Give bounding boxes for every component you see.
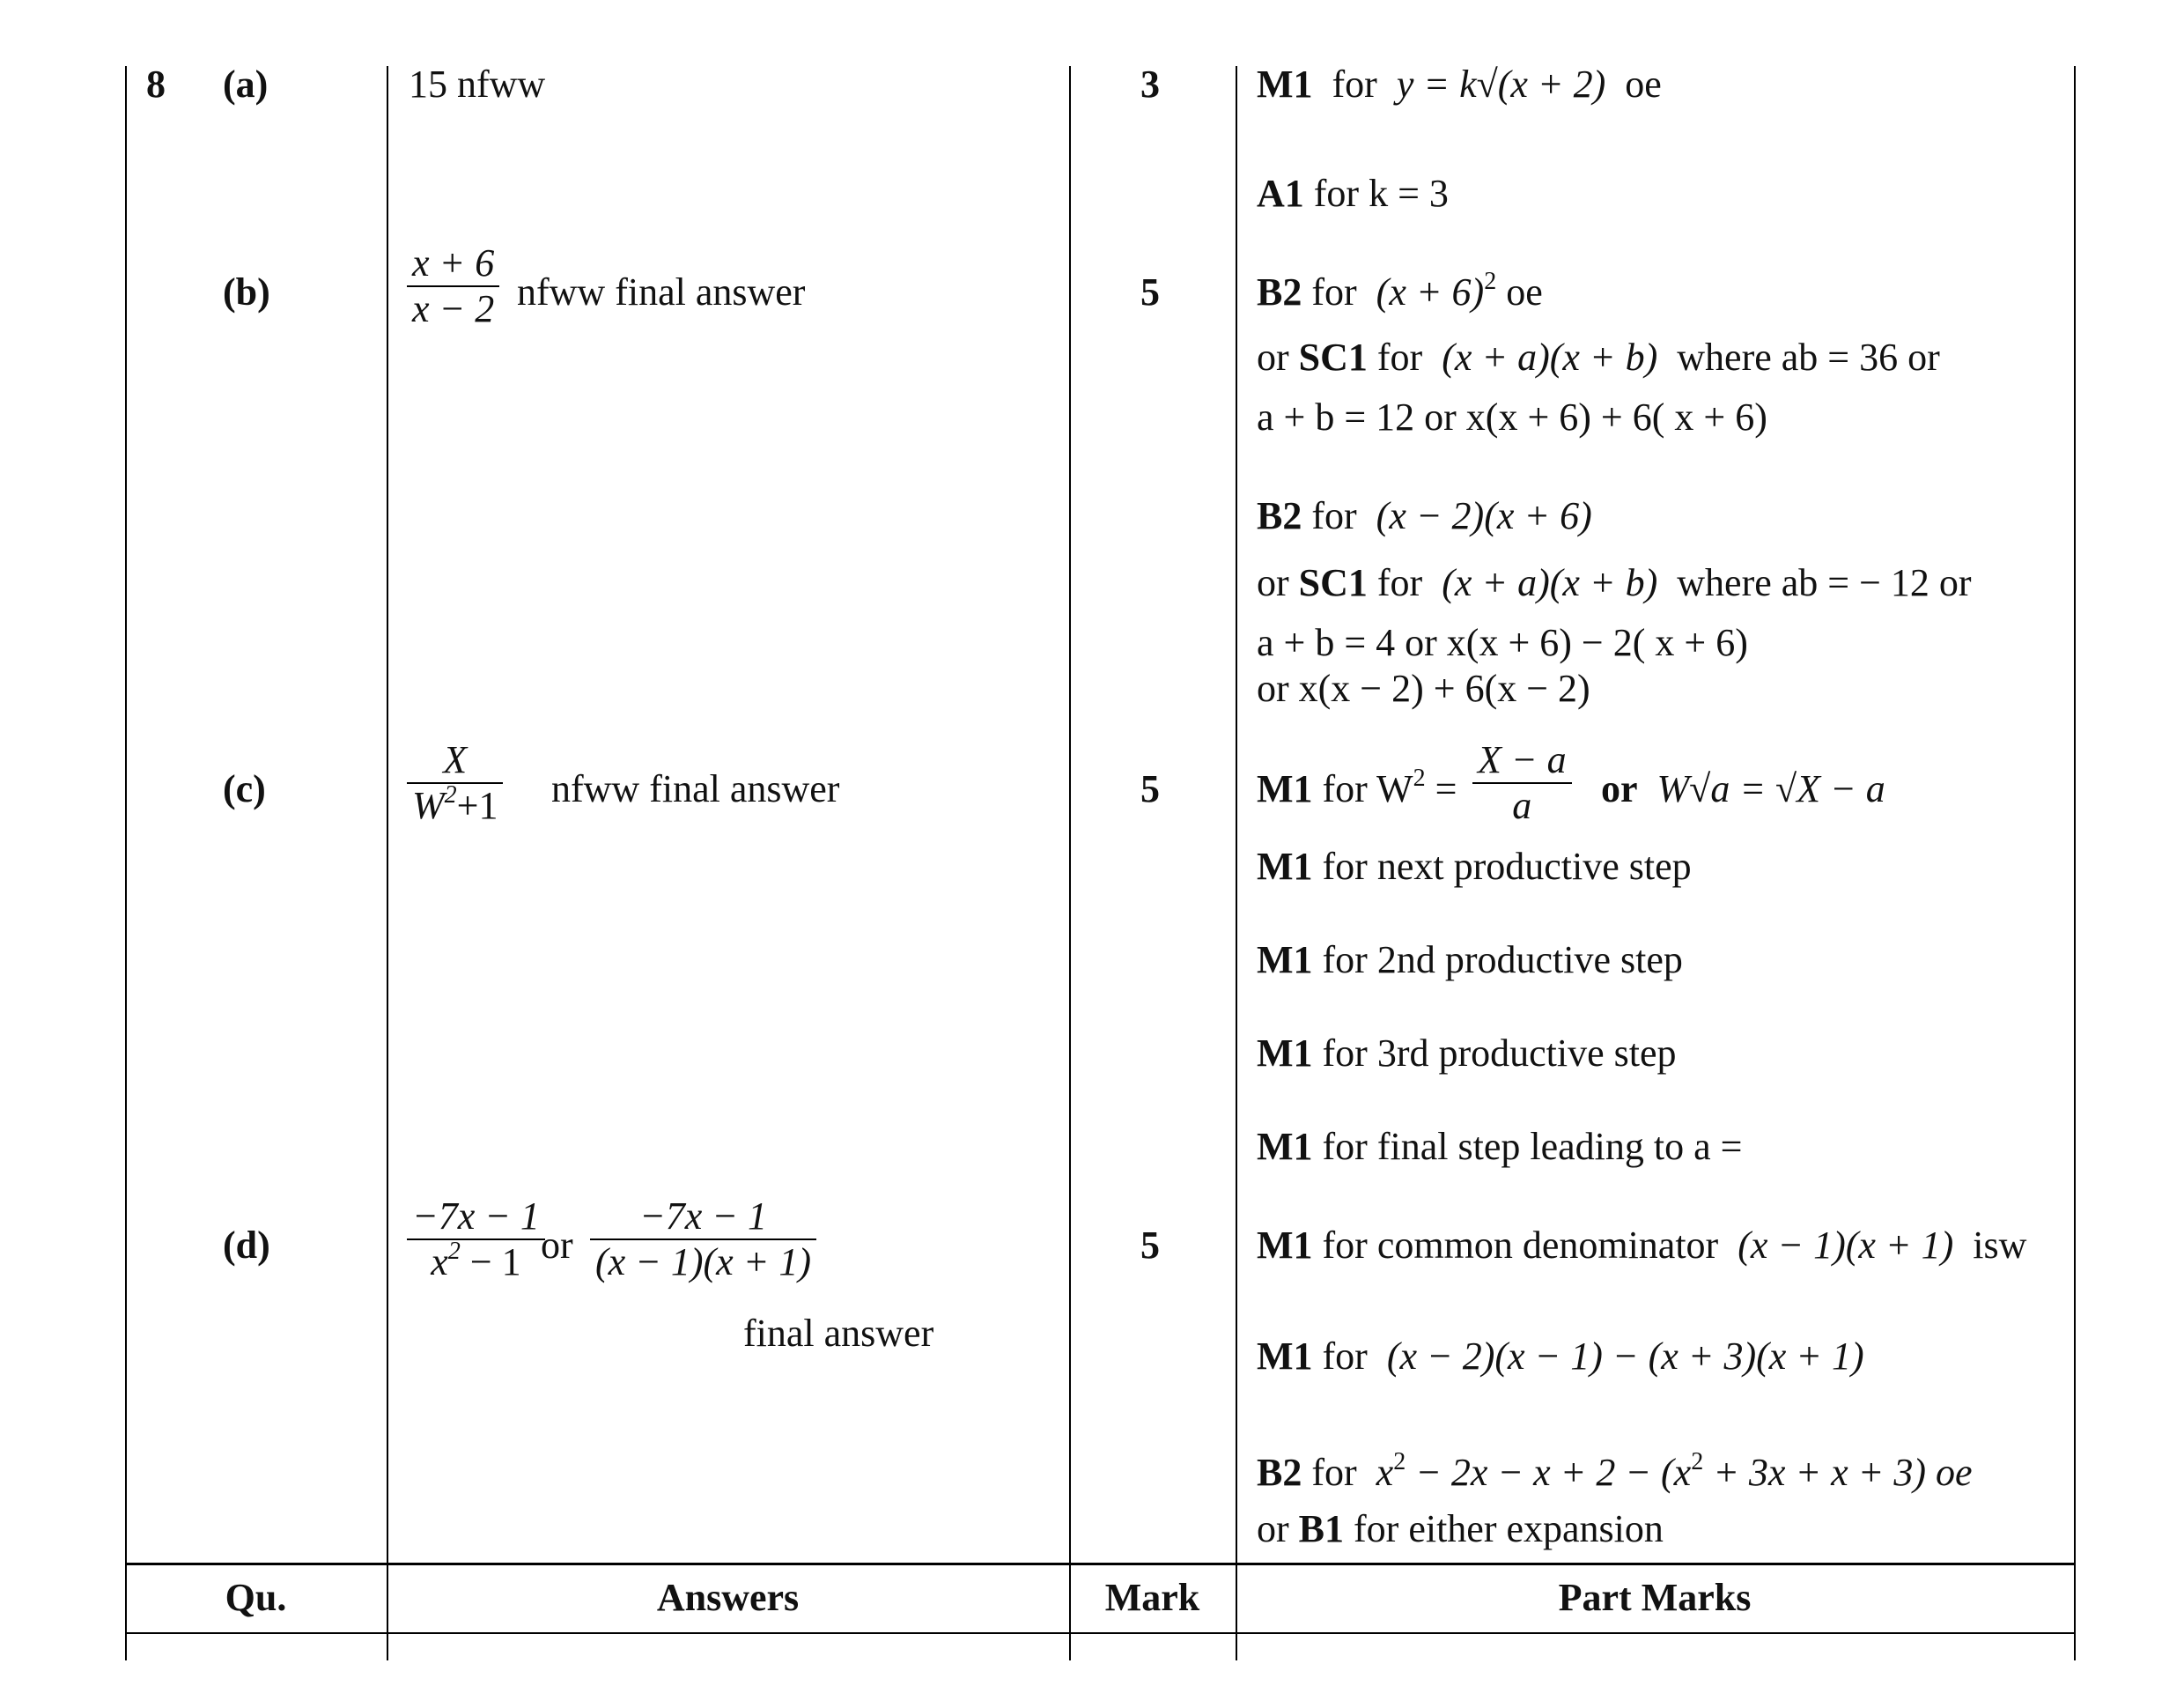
answer-d-note: final answer	[743, 1312, 934, 1355]
answer-b-fraction	[407, 241, 499, 331]
answer-d-or: or	[541, 1224, 573, 1267]
answer-c-fraction	[407, 738, 503, 828]
answer-c-denominator-tail: +1	[456, 784, 498, 827]
partmark-c-2: M1 for next productive step	[1257, 845, 1692, 888]
answer-c-denominator: W	[412, 784, 445, 827]
answer-d1-numerator: −7x − 1	[412, 1194, 540, 1238]
table-border-left	[125, 66, 127, 1660]
partmark-b-2: or SC1 for (x + a)(x + b) where ab = 36 or	[1257, 336, 1940, 379]
answer-d1-denominator: x	[431, 1240, 448, 1283]
answer-a: 15 nfww	[409, 63, 546, 106]
answer-c-numerator: X	[443, 738, 468, 781]
answer-b-denominator: x − 2	[407, 285, 499, 331]
answer-d-fraction-1	[407, 1194, 545, 1284]
table-border-right	[2074, 66, 2076, 1660]
partmark-a-2: A1 for k = 3	[1257, 172, 1449, 215]
answer-d1-denominator-tail: − 1	[460, 1240, 521, 1283]
partmark-d-2: M1 for (x − 2)(x − 1) − (x + 3)(x + 1)	[1257, 1335, 1864, 1378]
partmark-b-3: a + b = 12 or x(x + 6) + 6( x + 6)	[1257, 396, 1767, 439]
question-number: 8	[146, 63, 166, 106]
mark-d: 5	[1140, 1224, 1160, 1267]
partmark-c-5: M1 for final step leading to a =	[1257, 1125, 1743, 1168]
mark-b: 5	[1140, 270, 1160, 314]
answer-d2-numerator: −7x − 1	[639, 1194, 767, 1238]
partmark-c-fraction: $\frac{X - a}{a}$	[1472, 738, 1572, 828]
partmark-c-or-alt: or W√a = √X − a	[1601, 767, 1885, 810]
answer-b-note: nfww final answer	[517, 270, 806, 314]
answer-d1-denominator-exp: 2	[447, 1238, 461, 1265]
answer-c-note: nfww final answer	[551, 767, 840, 810]
partmark-b-6: a + b = 4 or x(x + 6) − 2( x + 6)	[1257, 621, 1748, 664]
partmark-b-5: or SC1 for (x + a)(x + b) where ab = − 12 or	[1257, 561, 1972, 604]
part-label-c: (c)	[223, 767, 266, 810]
answer-c-denominator-exp: 2	[444, 781, 457, 809]
answer-d-fraction-2	[590, 1194, 816, 1284]
column-divider-mark	[1069, 66, 1071, 1660]
part-label-a: (a)	[223, 63, 269, 106]
partmark-d-1: M1 for common denominator (x − 1)(x + 1) isw	[1257, 1224, 2027, 1267]
partmark-b-1: B2 for $(x + 6)^2$ oe	[1257, 268, 1543, 314]
column-divider-answers	[387, 66, 388, 1660]
partmark-c-4: M1 for 3rd productive step	[1257, 1031, 1677, 1075]
header-top-rule	[125, 1563, 2076, 1565]
partmark-c-1: M1 for $W^2$ =	[1257, 765, 1457, 810]
header-mark: Mark	[1104, 1576, 1200, 1619]
partmark-b-4: B2 for (x − 2)(x + 6)	[1257, 494, 1592, 537]
partmark-d-3: B2 for $x^2 - 2x - x + 2 - (x^2 + 3x + x + 3)$ oe	[1257, 1448, 1973, 1494]
partmark-c-3: M1 for 2nd productive step	[1257, 938, 1683, 981]
partmark-d-4: or B1 for either expansion	[1257, 1507, 1664, 1550]
partmark-b-7: or x(x − 2) + 6(x − 2)	[1257, 667, 1590, 710]
column-divider-partmarks	[1236, 66, 1237, 1660]
header-bottom-rule	[125, 1632, 2076, 1634]
answer-d2-denominator: (x − 1)(x + 1)	[590, 1238, 816, 1284]
mark-a: 3	[1140, 63, 1160, 106]
part-label-d: (d)	[223, 1224, 270, 1267]
header-part-marks: Part Marks	[1558, 1576, 1752, 1619]
answer-b-numerator: x + 6	[412, 241, 495, 285]
part-label-b: (b)	[223, 270, 270, 314]
header-qu: Qu.	[225, 1576, 287, 1619]
mark-c: 5	[1140, 767, 1160, 810]
header-answers: Answers	[656, 1576, 800, 1619]
partmark-a-1: M1 for y = k√(x + 2) oe	[1257, 63, 1662, 106]
